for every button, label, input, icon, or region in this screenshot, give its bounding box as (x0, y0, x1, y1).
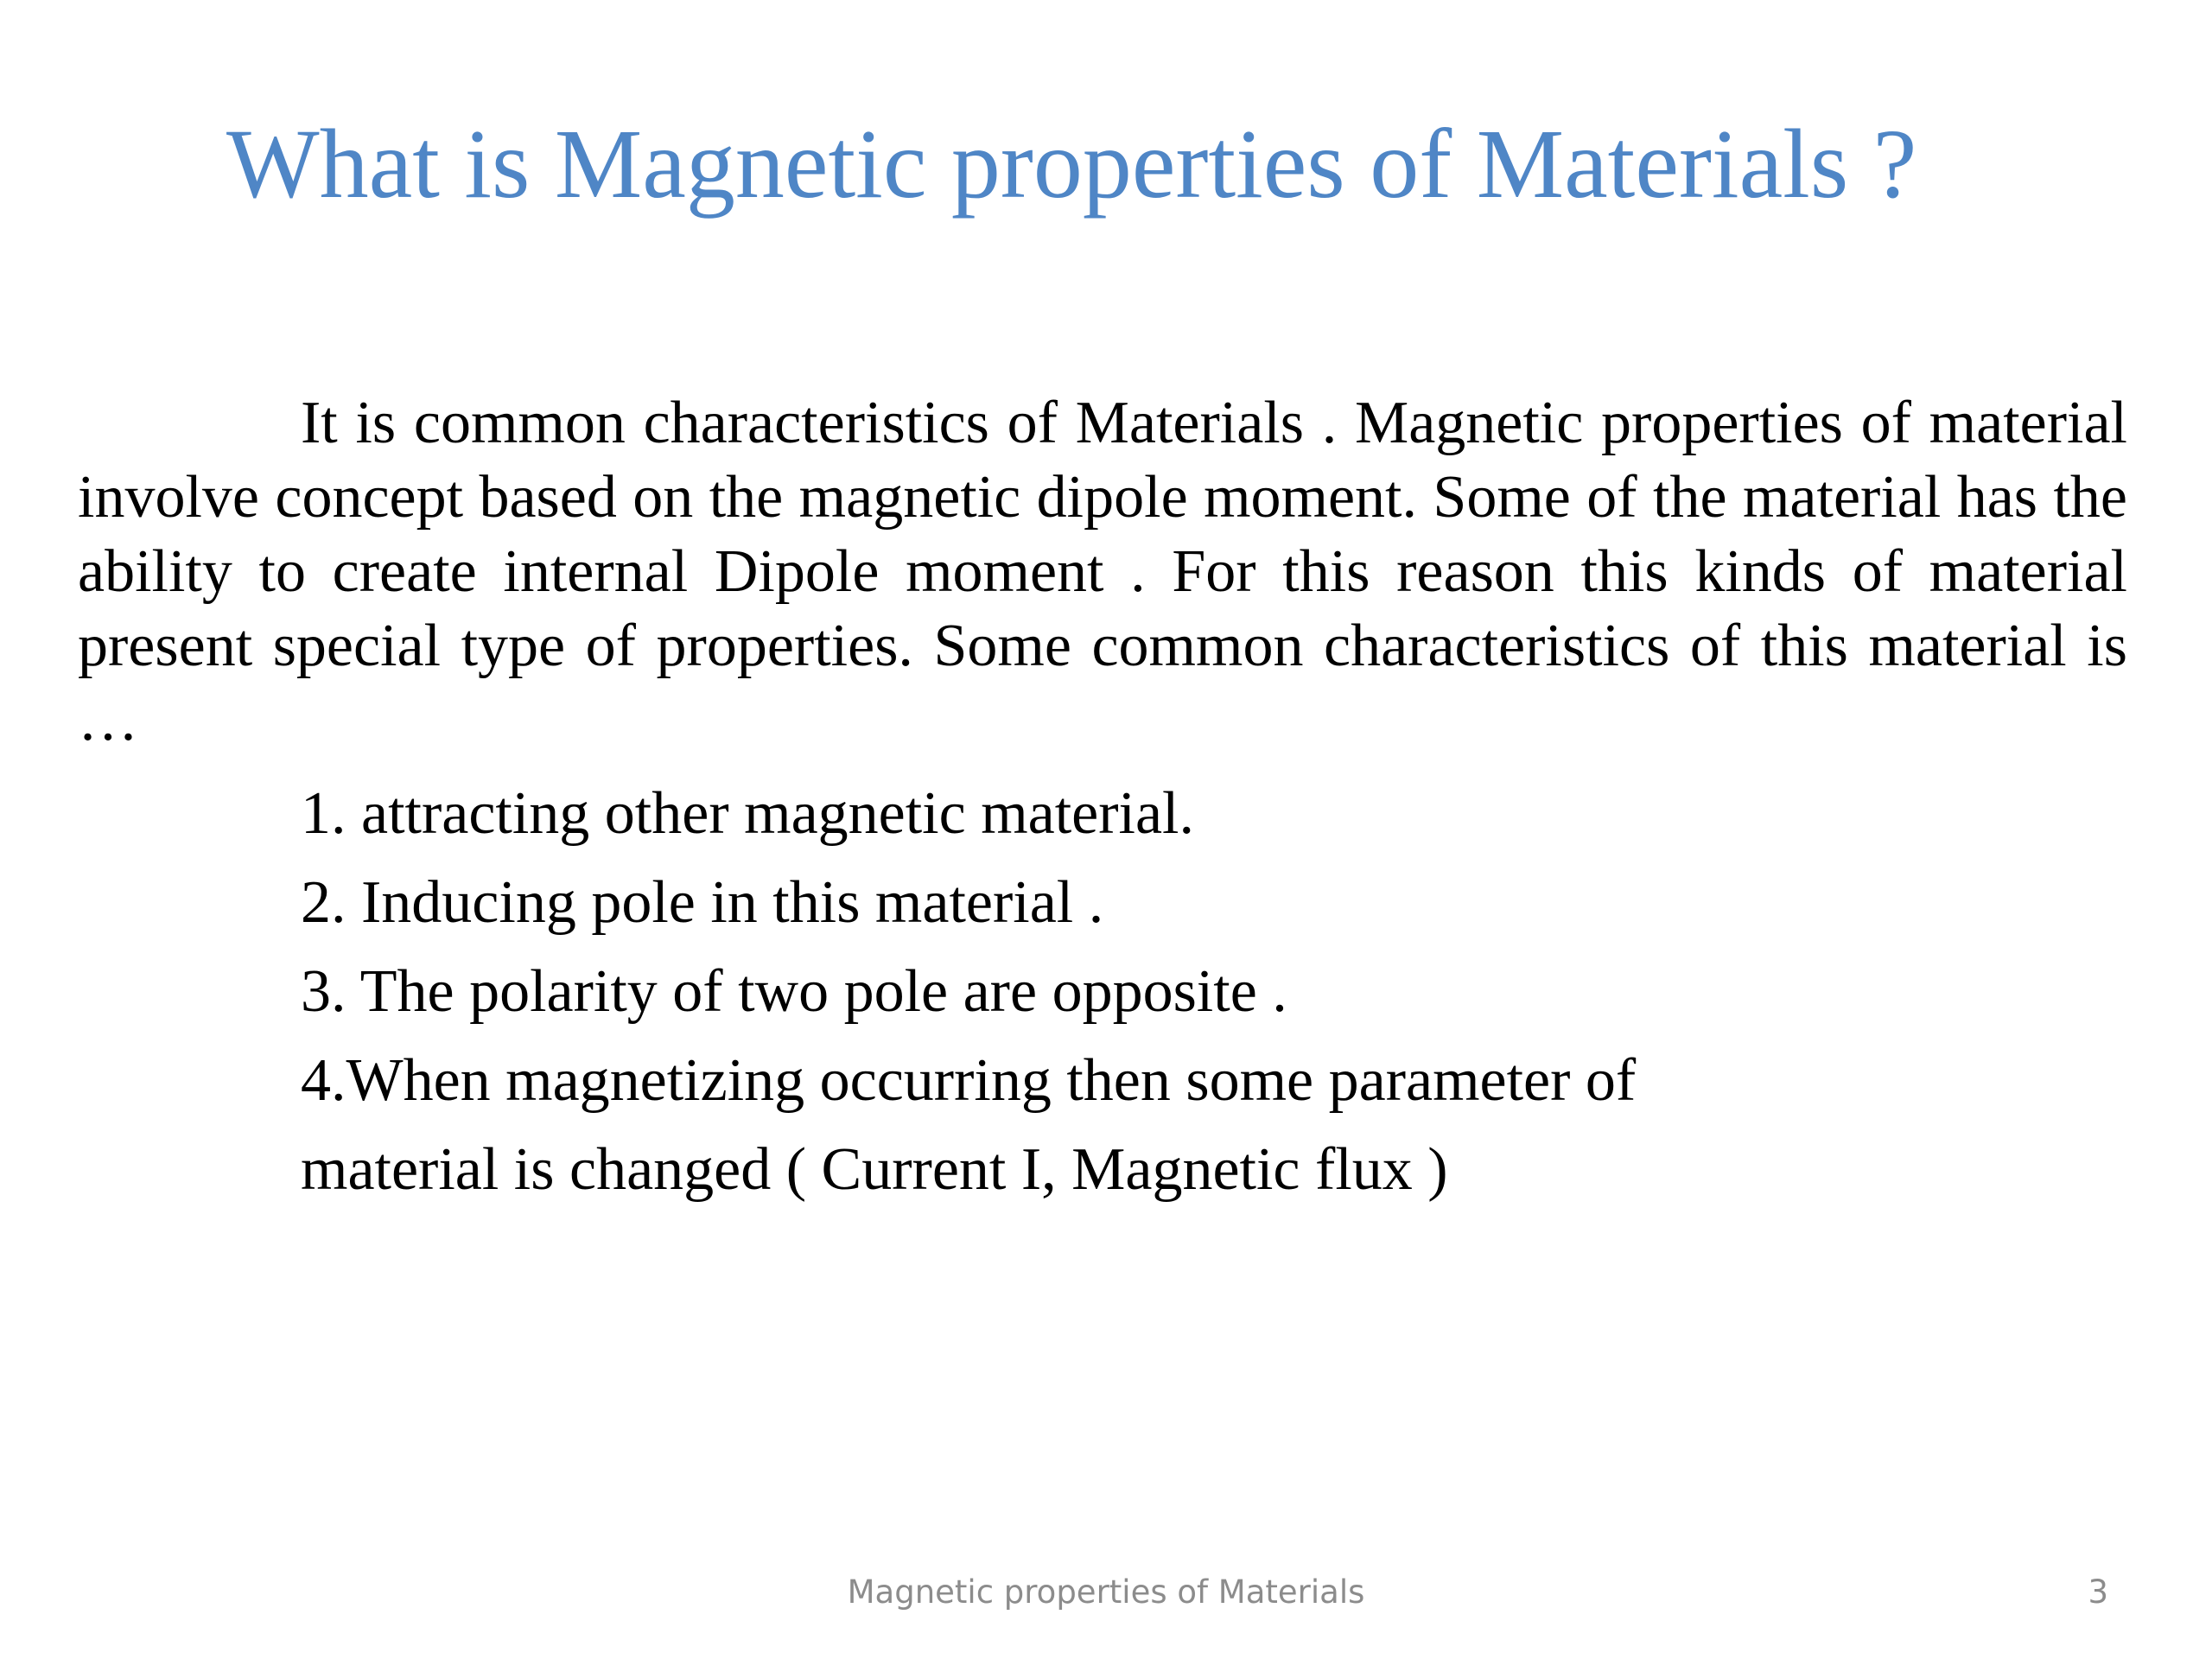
list-item: 1. attracting other magnetic material. (301, 780, 1195, 847)
list-item: 3. The polarity of two pole are opposite . (301, 958, 1287, 1025)
list-item: 2. Inducing pole in this material . (301, 869, 1104, 936)
intro-paragraph: It is common characteristics of Materials . Magnetic properties of material involve concept based on the magnetic dipole moment. Some of the material has the ability to create internal Dipole moment . For this reason this kinds of material present special type of properties. Some common characteristics of this material is … (78, 390, 2127, 753)
slide-title: What is Magnetic properties of Materials ? (226, 109, 1917, 219)
footer-title: Magnetic properties of Materials (847, 1573, 1365, 1611)
page-number: 3 (2088, 1573, 2108, 1611)
characteristics-list (301, 769, 2029, 1214)
list-item: material is changed ( Current I, Magnetic flux ) (301, 1136, 1448, 1203)
list-item: 4.When magnetizing occurring then some parameter of (301, 1047, 1637, 1114)
